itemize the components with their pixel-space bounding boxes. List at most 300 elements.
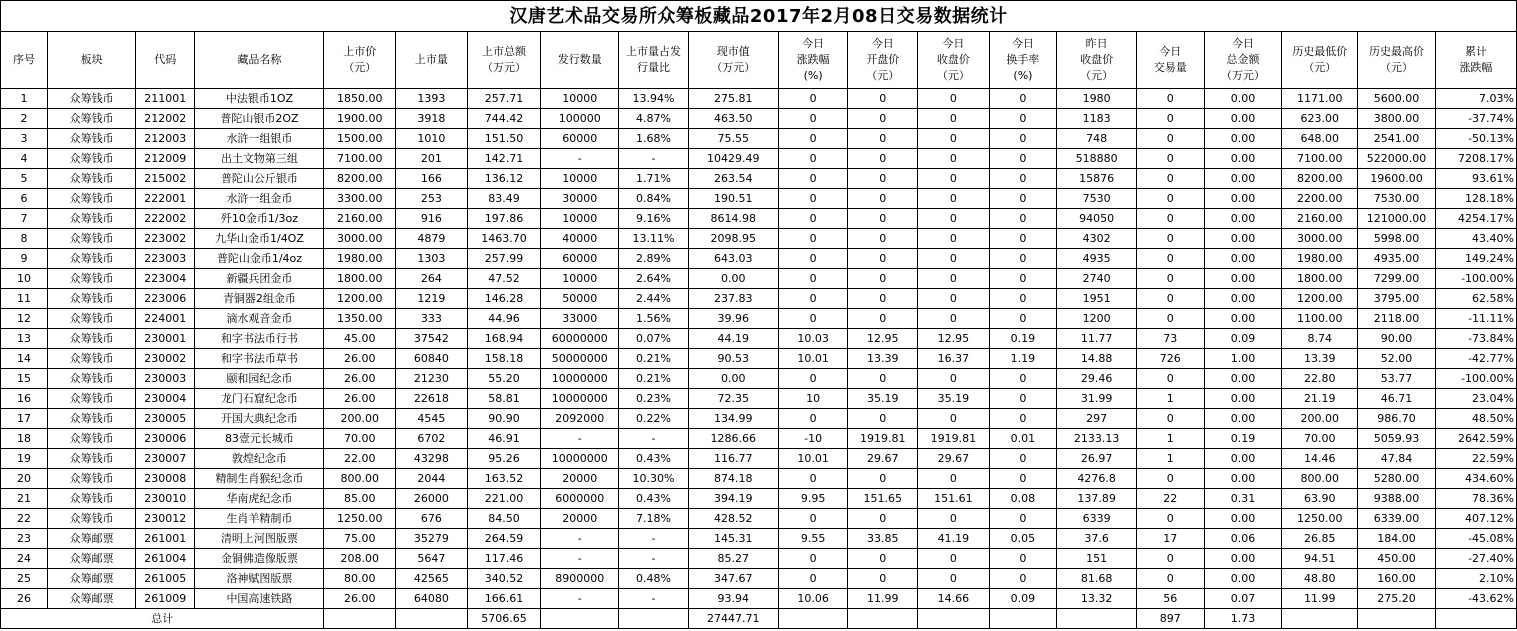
table-cell: 450.00 (1358, 549, 1436, 569)
table-cell: 生肖羊精制币 (195, 509, 324, 529)
table-cell: 3000.00 (1282, 229, 1358, 249)
table-cell: 0 (989, 469, 1057, 489)
table-cell: 10000 (541, 269, 619, 289)
table-cell: 263.54 (688, 169, 778, 189)
table-cell: 2642.59% (1435, 429, 1516, 449)
column-header (1057, 32, 1137, 89)
table-cell: 0 (848, 289, 918, 309)
table-cell: 0.05 (989, 529, 1057, 549)
table-cell: 0.07% (619, 329, 689, 349)
table-cell: 874.18 (688, 469, 778, 489)
table-cell: 0 (918, 269, 990, 289)
column-header (1282, 32, 1358, 89)
table-cell: 0 (848, 89, 918, 109)
table-cell: 0 (848, 149, 918, 169)
table-cell: 20 (1, 469, 48, 489)
table-cell: 14.88 (1057, 349, 1137, 369)
table-cell: 0 (989, 409, 1057, 429)
table-cell: 众筹邮票 (48, 549, 136, 569)
table-cell: 31.99 (1057, 389, 1137, 409)
table-cell: 35.19 (848, 389, 918, 409)
table-cell: 72.35 (688, 389, 778, 409)
table-cell: 85.27 (688, 549, 778, 569)
table-row (1, 109, 1517, 129)
table-cell: 20000 (541, 469, 619, 489)
table-cell: 0.00 (1204, 449, 1282, 469)
table-cell: 22.80 (1282, 369, 1358, 389)
table-cell: 1286.66 (688, 429, 778, 449)
table-cell: 0 (1137, 409, 1205, 429)
table-cell: 0 (778, 509, 848, 529)
table-cell: 10.01 (778, 449, 848, 469)
table-cell: 10429.49 (688, 149, 778, 169)
column-header-line: 发行数量 (557, 53, 602, 66)
table-row (1, 589, 1517, 609)
table-cell: 222002 (136, 209, 195, 229)
table-cell: 华南虎纪念币 (195, 489, 324, 509)
table-cell: 1980 (1057, 89, 1137, 109)
table-cell: 0 (918, 249, 990, 269)
table-cell: 0 (778, 89, 848, 109)
table-cell: 986.70 (1358, 409, 1436, 429)
table-cell: 众筹钱币 (48, 369, 136, 389)
table-row (1, 489, 1517, 509)
table-cell: 916 (396, 209, 468, 229)
table-cell: 9.16% (619, 209, 689, 229)
table-cell: 0.48% (619, 569, 689, 589)
column-header-line: 历史最高价 (1368, 45, 1424, 58)
table-cell: 1919.81 (848, 429, 918, 449)
table-cell: 73 (1137, 329, 1205, 349)
table-cell: 230005 (136, 409, 195, 429)
table-cell: 26.00 (324, 349, 396, 369)
table-cell: 0 (989, 289, 1057, 309)
table-cell: 5280.00 (1358, 469, 1436, 489)
table-cell: 0.09 (989, 589, 1057, 609)
table-cell: 10.03 (778, 329, 848, 349)
table-cell: 0.00 (1204, 129, 1282, 149)
table-cell: 水浒一组银币 (195, 129, 324, 149)
table-cell: 和字书法币草书 (195, 349, 324, 369)
table-cell: 0 (848, 229, 918, 249)
table-cell: 16.37 (918, 349, 990, 369)
table-cell: 22 (1137, 489, 1205, 509)
table-cell: 1900.00 (324, 109, 396, 129)
table-cell: 众筹钱币 (48, 189, 136, 209)
total-amount-cell: 1.73 (1204, 609, 1282, 629)
table-cell: 1.71% (619, 169, 689, 189)
table-cell: 0.00 (1204, 209, 1282, 229)
table-cell: 46.91 (467, 429, 541, 449)
table-row (1, 449, 1517, 469)
column-header (396, 32, 468, 89)
table-cell: - (619, 529, 689, 549)
column-header-line: （元） (1303, 61, 1337, 74)
table-cell: 颐和园纪念币 (195, 369, 324, 389)
table-cell: 16 (1, 389, 48, 409)
table-cell: 19600.00 (1358, 169, 1436, 189)
table-cell: 43298 (396, 449, 468, 469)
table-cell: 237.83 (688, 289, 778, 309)
table-cell: 3795.00 (1358, 289, 1436, 309)
table-cell: 463.50 (688, 109, 778, 129)
column-header-line: （元） (866, 69, 900, 82)
column-header-line: 历史最低价 (1292, 45, 1348, 58)
table-cell: 1183 (1057, 109, 1137, 129)
table-cell: 9.55 (778, 529, 848, 549)
table-cell: 0 (918, 189, 990, 209)
table-cell: 众筹钱币 (48, 229, 136, 249)
table-cell: 275.81 (688, 89, 778, 109)
table-cell: 金铜佛造像版票 (195, 549, 324, 569)
table-cell: 0 (918, 229, 990, 249)
table-cell: 5998.00 (1358, 229, 1436, 249)
table-cell: 0.09 (1204, 329, 1282, 349)
table-cell: 0 (989, 309, 1057, 329)
table-cell: 歼10金币1/3oz (195, 209, 324, 229)
table-cell: 11 (1, 289, 48, 309)
table-cell: -10 (778, 429, 848, 449)
table-cell: - (541, 149, 619, 169)
table-cell: -42.77% (1435, 349, 1516, 369)
table-cell: 众筹邮票 (48, 569, 136, 589)
table-cell: 5600.00 (1358, 89, 1436, 109)
column-header-line: （万元） (1220, 69, 1265, 82)
table-cell: 0.23% (619, 389, 689, 409)
table-cell: 众筹钱币 (48, 309, 136, 329)
total-market-value-cell: 27447.71 (688, 609, 778, 629)
table-cell: 0 (778, 269, 848, 289)
table-cell: 212009 (136, 149, 195, 169)
table-cell: 80.00 (324, 569, 396, 589)
table-cell: 众筹钱币 (48, 429, 136, 449)
table-cell: 8200.00 (1282, 169, 1358, 189)
table-cell: 4935 (1057, 249, 1137, 269)
table-cell: 26.00 (324, 589, 396, 609)
table-cell: 0.00 (1204, 549, 1282, 569)
table-cell: - (619, 429, 689, 449)
table-cell: 0 (918, 109, 990, 129)
table-cell: 151.50 (467, 129, 541, 149)
table-cell: 116.77 (688, 449, 778, 469)
table-cell: 84.50 (467, 509, 541, 529)
table-cell: 93.61% (1435, 169, 1516, 189)
column-header (467, 32, 541, 89)
table-cell: 0 (778, 129, 848, 149)
table-cell: 精制生肖猴纪念币 (195, 469, 324, 489)
table-cell: 0 (989, 229, 1057, 249)
table-cell: 6 (1, 189, 48, 209)
table-cell: 0 (778, 249, 848, 269)
table-row (1, 469, 1517, 489)
table-cell: 0.08 (989, 489, 1057, 509)
table-row (1, 429, 1517, 449)
table-cell: 117.46 (467, 549, 541, 569)
table-cell: 45.00 (324, 329, 396, 349)
table-cell: 0.43% (619, 449, 689, 469)
column-header-line: 收盘价 (936, 53, 970, 66)
table-cell: 56 (1137, 589, 1205, 609)
table-cell: 众筹钱币 (48, 509, 136, 529)
table-cell: 0 (1137, 509, 1205, 529)
table-cell: 0 (1137, 549, 1205, 569)
table-cell: 1 (1137, 429, 1205, 449)
table-row (1, 269, 1517, 289)
column-header-line: （万元） (482, 61, 527, 74)
table-cell: 50000000 (541, 349, 619, 369)
column-header-line: 累计 (1464, 45, 1487, 58)
table-cell: 46.71 (1358, 389, 1436, 409)
table-cell: 0.00 (1204, 389, 1282, 409)
table-cell: 24 (1, 549, 48, 569)
table-cell: 众筹钱币 (48, 289, 136, 309)
table-cell: 22 (1, 509, 48, 529)
table-cell: 7299.00 (1358, 269, 1436, 289)
table-cell: 0 (918, 89, 990, 109)
table-cell: 6702 (396, 429, 468, 449)
table-cell: 0 (918, 129, 990, 149)
table-cell: 163.52 (467, 469, 541, 489)
table-cell: 0 (778, 409, 848, 429)
table-cell: 4302 (1057, 229, 1137, 249)
table-cell: 0.31 (1204, 489, 1282, 509)
table-cell: 166 (396, 169, 468, 189)
table-cell: 0 (778, 289, 848, 309)
table-cell: 12.95 (918, 329, 990, 349)
table-cell: - (619, 149, 689, 169)
table-body (1, 89, 1517, 609)
table-cell: 0.19 (1204, 429, 1282, 449)
table-cell: 90.90 (467, 409, 541, 429)
table-cell: 800.00 (1282, 469, 1358, 489)
column-header-line: 代码 (154, 53, 177, 66)
total-volume-cell: 897 (1137, 609, 1205, 629)
table-cell: 1100.00 (1282, 309, 1358, 329)
header-row (1, 32, 1517, 89)
table-cell: 10000000 (541, 389, 619, 409)
table-cell: 0 (989, 369, 1057, 389)
column-header (989, 32, 1057, 89)
table-cell: 9.95 (778, 489, 848, 509)
table-cell: 10.06 (778, 589, 848, 609)
table-cell: 0 (1137, 269, 1205, 289)
table-cell: 0 (848, 109, 918, 129)
table-cell: 1850.00 (324, 89, 396, 109)
table-cell: 623.00 (1282, 109, 1358, 129)
table-cell: 221.00 (467, 489, 541, 509)
table-row (1, 149, 1517, 169)
table-cell: 347.67 (688, 569, 778, 589)
table-cell: 522000.00 (1358, 149, 1436, 169)
table-cell: 48.80 (1282, 569, 1358, 589)
table-cell: 223002 (136, 229, 195, 249)
table-cell: 普陀山金币1/4oz (195, 249, 324, 269)
table-cell: 1200.00 (1282, 289, 1358, 309)
table-cell: 2.89% (619, 249, 689, 269)
column-header-line: 序号 (13, 53, 36, 66)
table-cell: 5647 (396, 549, 468, 569)
table-cell: 3 (1, 129, 48, 149)
column-header-line: 上市总额 (482, 45, 527, 58)
table-cell: 230007 (136, 449, 195, 469)
table-cell: - (619, 549, 689, 569)
table-cell: 2098.95 (688, 229, 778, 249)
table-row (1, 549, 1517, 569)
table-cell: 340.52 (467, 569, 541, 589)
table-cell: 223006 (136, 289, 195, 309)
table-cell: 44.19 (688, 329, 778, 349)
table-cell: 0 (1137, 289, 1205, 309)
column-header-line: （万元） (711, 61, 756, 74)
table-cell: 0.43% (619, 489, 689, 509)
table-row (1, 309, 1517, 329)
table-cell: 83壹元长城币 (195, 429, 324, 449)
table-cell: 201 (396, 149, 468, 169)
table-cell: 121000.00 (1358, 209, 1436, 229)
table-cell: 0 (848, 249, 918, 269)
table-cell: 0.01 (989, 429, 1057, 449)
total-label: 总计 (1, 609, 324, 629)
table-cell: 1200 (1057, 309, 1137, 329)
table-cell: 0 (778, 209, 848, 229)
column-header-line: 今日 (802, 37, 825, 50)
table-cell: 3000.00 (324, 229, 396, 249)
table-cell: -73.84% (1435, 329, 1516, 349)
table-cell: 230012 (136, 509, 195, 529)
table-cell: 众筹钱币 (48, 149, 136, 169)
table-cell: 0 (989, 569, 1057, 589)
table-cell: 0 (778, 569, 848, 589)
table-cell: 0 (778, 309, 848, 329)
table-cell: - (541, 529, 619, 549)
table-cell: 11.99 (1282, 589, 1358, 609)
table-cell: 22.59% (1435, 449, 1516, 469)
table-cell: 13.32 (1057, 589, 1137, 609)
table-cell: 726 (1137, 349, 1205, 369)
table-cell: 0 (778, 229, 848, 249)
table-cell: 0 (778, 169, 848, 189)
table-cell: 0 (848, 169, 918, 189)
table-cell: 261009 (136, 589, 195, 609)
table-cell: 0 (918, 549, 990, 569)
table-row (1, 209, 1517, 229)
table-cell: 14 (1, 349, 48, 369)
table-cell: 中法银币1OZ (195, 89, 324, 109)
table-cell: 众筹钱币 (48, 469, 136, 489)
table-cell: 0 (848, 189, 918, 209)
table-cell: 4935.00 (1358, 249, 1436, 269)
table-cell: 0 (989, 449, 1057, 469)
table-cell: 2.44% (619, 289, 689, 309)
table-cell: 0.00 (1204, 249, 1282, 269)
table-cell: 4879 (396, 229, 468, 249)
table-cell: 10000000 (541, 369, 619, 389)
table-cell: 230004 (136, 389, 195, 409)
table-cell: 0.00 (1204, 109, 1282, 129)
table-cell: 94.51 (1282, 549, 1358, 569)
table-cell: 434.60% (1435, 469, 1516, 489)
table-cell: 0.22% (619, 409, 689, 429)
table-cell: 158.18 (467, 349, 541, 369)
table-cell: 643.03 (688, 249, 778, 269)
table-cell: 0 (848, 469, 918, 489)
table-cell: 0 (989, 389, 1057, 409)
table-cell: 14.66 (918, 589, 990, 609)
table-cell: 21 (1, 489, 48, 509)
table-cell: 0 (778, 549, 848, 569)
column-header (1, 32, 48, 89)
table-row (1, 349, 1517, 369)
table-cell: 70.00 (324, 429, 396, 449)
table-cell: 60000 (541, 249, 619, 269)
table-cell: 1 (1, 89, 48, 109)
column-header-line: 今日 (1011, 37, 1034, 50)
table-cell: 12 (1, 309, 48, 329)
table-cell: 2092000 (541, 409, 619, 429)
table-cell: 7 (1, 209, 48, 229)
table-cell: 33000 (541, 309, 619, 329)
table-cell: 1250.00 (324, 509, 396, 529)
table-cell: 17 (1, 409, 48, 429)
table-cell: 0 (989, 129, 1057, 149)
table-cell: 0 (778, 189, 848, 209)
column-header (918, 32, 990, 89)
column-header-line: 收盘价 (1080, 53, 1114, 66)
table-cell: 149.24% (1435, 249, 1516, 269)
table-cell: 0 (1137, 229, 1205, 249)
table-cell: 0.00 (1204, 469, 1282, 489)
table-cell: 九华山金币1/4OZ (195, 229, 324, 249)
table-cell: 众筹邮票 (48, 589, 136, 609)
table-cell: 297 (1057, 409, 1137, 429)
table-cell: 518880 (1057, 149, 1137, 169)
table-cell: 47.84 (1358, 449, 1436, 469)
table-row (1, 409, 1517, 429)
table-cell: 0 (918, 289, 990, 309)
table-cell: 62.58% (1435, 289, 1516, 309)
table-cell: 清明上河图版票 (195, 529, 324, 549)
column-header (778, 32, 848, 89)
table-cell: 2044 (396, 469, 468, 489)
table-cell: 70.00 (1282, 429, 1358, 449)
column-header-line: 今日 (1231, 37, 1254, 50)
table-cell: 0.07 (1204, 589, 1282, 609)
column-header (1435, 32, 1516, 89)
table-cell: 4.87% (619, 109, 689, 129)
table-cell: 0.00 (1204, 269, 1282, 289)
table-cell: 145.31 (688, 529, 778, 549)
table-cell: 普陀山公斤银币 (195, 169, 324, 189)
table-cell: 5059.93 (1358, 429, 1436, 449)
table-cell: 7100.00 (1282, 149, 1358, 169)
table-cell: 10000 (541, 169, 619, 189)
table-cell: 0 (848, 509, 918, 529)
table-cell: 众筹钱币 (48, 89, 136, 109)
table-cell: 0 (848, 409, 918, 429)
table-cell: 1010 (396, 129, 468, 149)
table-cell: 261001 (136, 529, 195, 549)
total-row (1, 609, 1517, 629)
table-cell: -43.62% (1435, 589, 1516, 609)
table-row (1, 169, 1517, 189)
table-cell: 0 (989, 249, 1057, 269)
table-cell: -100.00% (1435, 369, 1516, 389)
table-cell: 9388.00 (1358, 489, 1436, 509)
table-cell: 0.00 (1204, 169, 1282, 189)
column-header-line: 行量比 (636, 61, 670, 74)
table-cell: 41.19 (918, 529, 990, 549)
table-cell: 0 (918, 169, 990, 189)
